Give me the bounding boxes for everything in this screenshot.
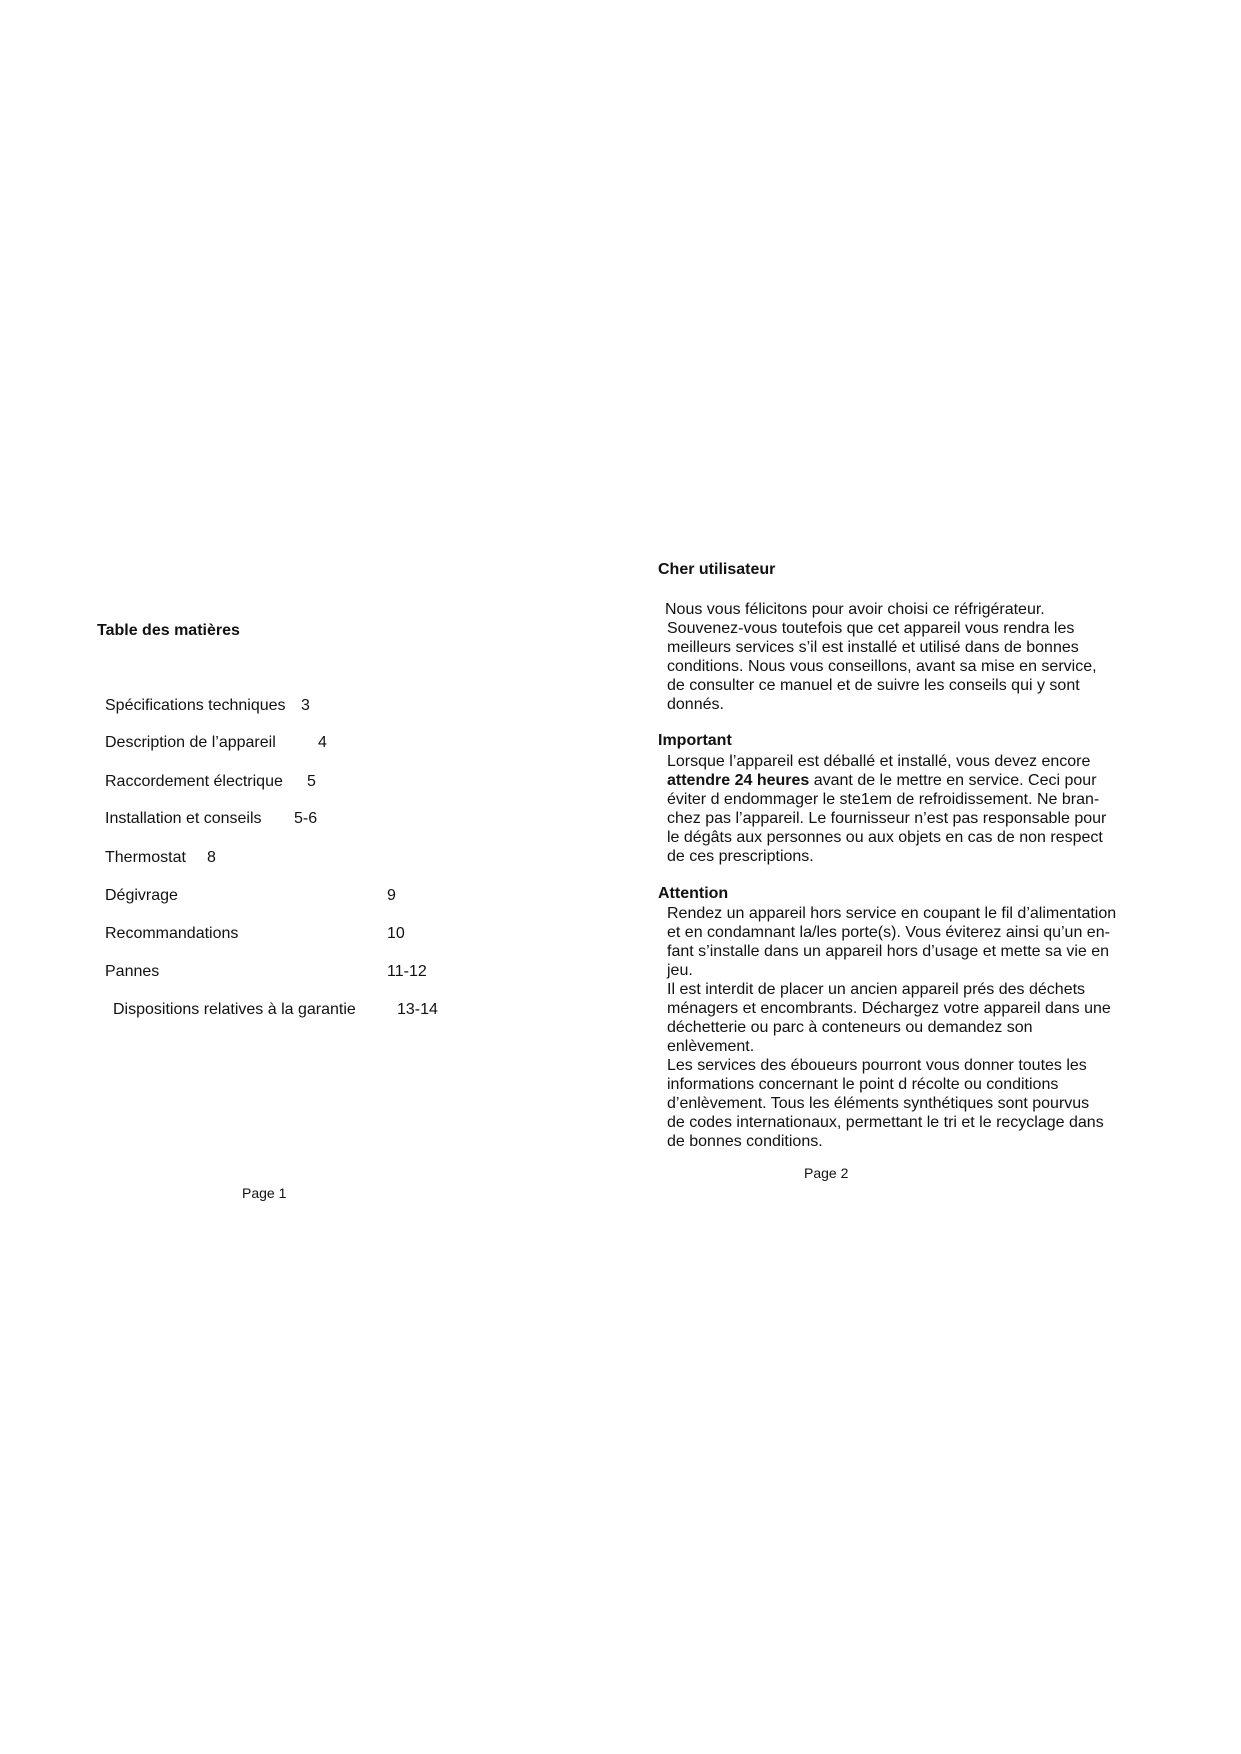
greeting-heading: Cher utilisateur: [658, 561, 776, 578]
text-line: informations concernant le point d récolte ou conditions: [667, 1076, 1059, 1093]
toc-item-page: 5: [307, 773, 316, 790]
text-line: Lorsque l’appareil est déballé et installé, vous devez encore: [667, 753, 1091, 770]
toc-item-label: Installation et conseils: [105, 810, 262, 827]
toc-item-page: 13-14: [397, 1001, 438, 1018]
attention-paragraph: [667, 904, 1116, 1151]
emphasis-text: attendre 24 heures: [667, 772, 810, 789]
attention-heading: Attention: [658, 885, 729, 902]
text-line: jeu.: [667, 962, 693, 979]
page-number: Page 2: [804, 1165, 849, 1181]
toc-item-label: Spécifications techniques: [105, 697, 286, 714]
text-line: Les services des éboueurs pourront vous donner toutes les: [667, 1057, 1087, 1074]
text-line: de consulter ce manuel et de suivre les conseils qui y sont: [667, 677, 1080, 694]
text-line: Rendez un appareil hors service en coupant le fil d’alimentation: [667, 905, 1117, 922]
text-line: enlèvement.: [667, 1038, 755, 1055]
text-line: fant s’installe dans un appareil hors d’usage et mette sa vie en: [667, 943, 1110, 960]
text-line: le dégâts aux personnes ou aux objets en cas de non respect: [667, 829, 1103, 846]
text-line: de codes internationaux, permettant le tri et le recyclage dans: [667, 1114, 1104, 1131]
text-line: conditions. Nous vous conseillons, avant sa mise en service,: [667, 658, 1097, 675]
toc-title: Table des matières: [97, 622, 240, 639]
toc-item-page: 3: [301, 697, 310, 714]
toc-item-label: Pannes: [105, 963, 160, 980]
toc-item-page: 9: [387, 887, 396, 904]
toc-item-page: 5-6: [294, 810, 318, 827]
toc-item-page: 8: [207, 849, 216, 866]
page-number: Page 1: [242, 1185, 287, 1201]
toc-item-label: Dispositions relatives à la garantie: [113, 1001, 356, 1018]
text-line: d’enlèvement. Tous les éléments synthétiques sont pourvus: [667, 1095, 1090, 1112]
toc-item-page: 10: [387, 925, 405, 942]
text-line: déchetterie ou parc à conteneurs ou demandez son: [667, 1019, 1033, 1036]
toc-item-label: Description de l’appareil: [105, 734, 276, 751]
toc-item-label: Dégivrage: [105, 887, 178, 904]
text-line-mixed: [667, 771, 1106, 790]
text-line: Nous vous félicitons pour avoir choisi ce réfrigérateur.: [665, 601, 1045, 618]
toc-item-page: 4: [318, 734, 327, 751]
intro-paragraph: [665, 600, 1097, 714]
text-line: Souvenez-vous toutefois que cet appareil vous rendra les: [667, 620, 1075, 637]
text-line: éviter d endommager le ste1em de refroidissement. Ne bran-: [667, 791, 1100, 808]
text-line: et en condamnant la/les porte(s). Vous éviterez ainsi qu’un en-: [667, 924, 1110, 941]
toc-item-label: Raccordement électrique: [105, 773, 283, 790]
text-line: Il est interdit de placer un ancien appareil prés des déchets: [667, 981, 1086, 998]
important-heading: Important: [658, 732, 732, 749]
text-fragment: avant de le mettre en service. Ceci pour: [809, 772, 1097, 789]
toc-item-page: 11-12: [387, 963, 427, 980]
text-line: donnés.: [667, 696, 724, 713]
important-paragraph: [667, 752, 1106, 866]
text-line: chez pas l’appareil. Le fournisseur n’est pas responsable pour: [667, 810, 1107, 827]
toc-item-label: Recommandations: [105, 925, 239, 942]
toc-item-label: Thermostat: [105, 849, 186, 866]
text-line: de ces prescriptions.: [667, 848, 814, 865]
text-line: de bonnes conditions.: [667, 1133, 823, 1150]
text-line: ménagers et encombrants. Déchargez votre appareil dans une: [667, 1000, 1111, 1017]
text-line: meilleurs services s’il est installé et utilisé dans de bonnes: [667, 639, 1079, 656]
